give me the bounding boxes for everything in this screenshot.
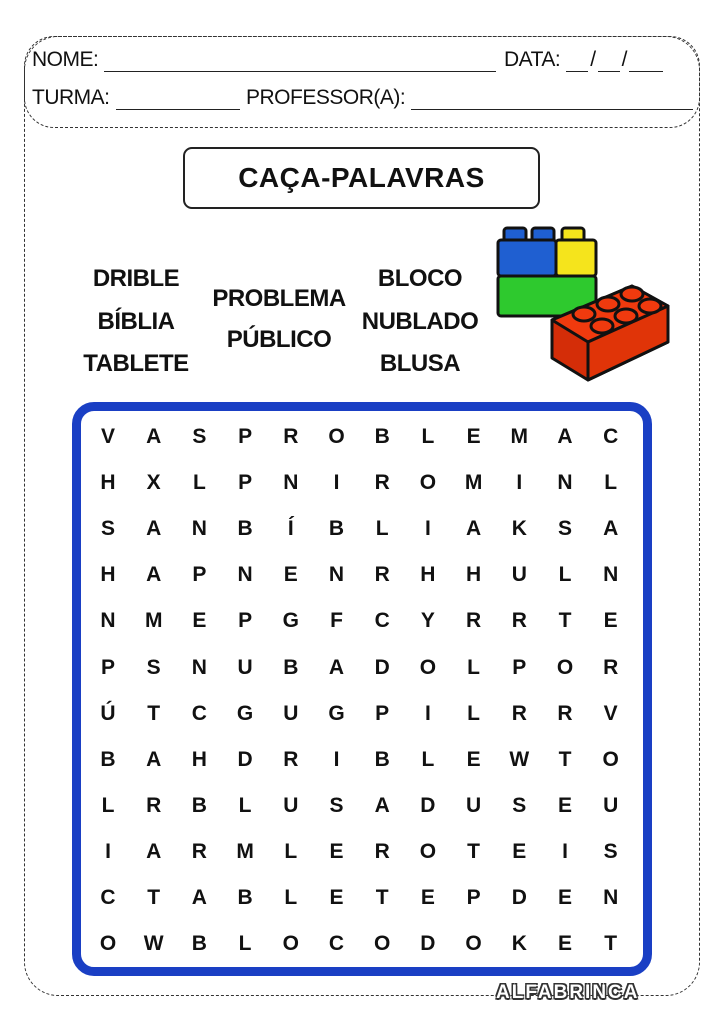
date-year-blank[interactable] xyxy=(629,53,663,72)
name-line xyxy=(32,48,496,72)
grid-cell[interactable]: P xyxy=(466,886,481,909)
grid-cell[interactable]: B xyxy=(191,932,207,956)
page-title: CAÇA-PALAVRAS xyxy=(183,147,540,209)
grid-cell[interactable]: T xyxy=(558,747,572,771)
grid-cell[interactable]: L xyxy=(284,886,298,909)
grid-cell[interactable]: M xyxy=(464,471,483,495)
grid-cell[interactable]: A xyxy=(603,517,619,541)
date-month-blank[interactable] xyxy=(598,53,620,72)
grid-cell[interactable]: D xyxy=(374,655,390,679)
grid-cell[interactable]: B xyxy=(374,747,390,771)
grid-cell[interactable]: R xyxy=(511,701,527,725)
grid-cell[interactable]: E xyxy=(192,609,207,633)
grid-cell[interactable]: L xyxy=(604,471,618,495)
date-day-blank[interactable] xyxy=(566,53,588,72)
grid-cell[interactable]: A xyxy=(146,839,162,863)
grid-cell[interactable]: N xyxy=(283,471,299,495)
grid-cell[interactable]: R xyxy=(191,839,207,863)
word-list-item: DRIBLE xyxy=(92,265,180,292)
grid-cell[interactable]: E xyxy=(603,609,618,633)
grid-cell[interactable]: I xyxy=(333,471,340,495)
grid-cell[interactable]: V xyxy=(100,425,115,448)
grid-cell[interactable]: R xyxy=(374,839,390,863)
grid-cell[interactable]: P xyxy=(192,563,207,587)
grid-cell[interactable]: B xyxy=(374,425,390,448)
name-blank[interactable] xyxy=(104,53,496,72)
grid-cell[interactable]: R xyxy=(511,609,527,633)
grid-cell[interactable]: A xyxy=(191,886,207,909)
grid-cell[interactable]: P xyxy=(238,609,253,633)
date-line: DATA: / / xyxy=(504,48,663,72)
word-list-item: TABLETE xyxy=(83,350,189,377)
grid-cell[interactable]: E xyxy=(557,793,572,817)
grid-cell[interactable]: C xyxy=(191,701,207,725)
grid-cell[interactable]: T xyxy=(147,886,161,909)
grid-cell[interactable]: O xyxy=(419,839,437,863)
grid-cell[interactable]: O xyxy=(99,932,117,956)
grid-cell[interactable]: D xyxy=(237,747,253,771)
grid-cell[interactable]: A xyxy=(146,747,162,771)
grid-cell[interactable]: U xyxy=(283,793,299,817)
grid-cell[interactable]: L xyxy=(375,517,389,541)
grid-cell[interactable]: R xyxy=(283,747,299,771)
grid-cell[interactable]: E xyxy=(329,886,344,909)
grid-cell[interactable]: L xyxy=(284,839,298,863)
grid-cell[interactable]: U xyxy=(466,793,482,817)
grid-cell[interactable]: O xyxy=(465,932,482,956)
word-list-item: BLOCO xyxy=(377,265,463,292)
grid-cell[interactable]: N xyxy=(100,609,116,633)
grid-cell[interactable]: P xyxy=(375,701,390,725)
grid-cell[interactable]: D xyxy=(420,932,436,956)
teacher-blank[interactable] xyxy=(411,91,693,110)
grid-cell[interactable]: U xyxy=(237,655,253,679)
grid-cell[interactable]: L xyxy=(238,793,252,817)
grid-cell[interactable]: B xyxy=(237,886,253,909)
grid-cell[interactable]: N xyxy=(603,563,619,587)
grid-cell[interactable]: A xyxy=(374,793,390,817)
grid-cell[interactable]: T xyxy=(604,932,618,956)
grid-cell[interactable]: N xyxy=(191,655,207,679)
grid-cell[interactable]: I xyxy=(424,517,431,541)
grid-cell[interactable]: B xyxy=(237,517,253,541)
grid-cell[interactable]: D xyxy=(511,886,527,909)
grid-cell[interactable]: L xyxy=(421,425,435,448)
grid-cell[interactable]: O xyxy=(556,655,574,679)
grid-cell[interactable]: Í xyxy=(287,517,294,541)
grid-cell[interactable]: O xyxy=(419,655,437,679)
grid-cell[interactable]: H xyxy=(466,563,482,587)
grid-cell[interactable]: B xyxy=(283,655,299,679)
grid-cell[interactable]: A xyxy=(146,425,162,448)
grid-cell[interactable]: R xyxy=(466,609,482,633)
grid-cell[interactable]: E xyxy=(466,747,481,771)
grid-cell[interactable]: B xyxy=(328,517,345,541)
word-list-item: PÚBLICO xyxy=(226,326,332,353)
grid-cell[interactable]: N xyxy=(328,563,345,587)
grid-cell[interactable]: S xyxy=(192,425,207,448)
grid-cell[interactable]: I xyxy=(105,839,111,863)
grid-cell[interactable]: U xyxy=(283,701,299,725)
grid-cell[interactable]: R xyxy=(557,701,573,725)
grid-cell[interactable]: B xyxy=(191,793,207,817)
grid-cell[interactable]: E xyxy=(557,932,572,956)
grid-cell[interactable]: N xyxy=(557,471,573,495)
grid-cell[interactable]: A xyxy=(466,517,482,541)
grid-cell[interactable]: O xyxy=(374,932,391,956)
grid-cell[interactable]: R xyxy=(374,471,390,495)
grid-cell[interactable]: P xyxy=(238,425,253,448)
grid-cell[interactable]: E xyxy=(512,839,527,863)
grid-cell[interactable]: A xyxy=(146,563,162,587)
grid-cell[interactable]: N xyxy=(603,886,619,909)
grid-cell[interactable]: W xyxy=(143,932,164,956)
grid-cell[interactable]: O xyxy=(328,425,345,448)
grid-cell[interactable]: T xyxy=(467,839,480,863)
grid-cell[interactable]: M xyxy=(510,425,529,448)
word-list-item: BÍBLIA xyxy=(97,308,175,335)
grid-cell[interactable]: K xyxy=(511,932,527,956)
grid-cell[interactable]: Ú xyxy=(100,701,116,725)
date-label: DATA: xyxy=(504,48,561,71)
grid-cell[interactable]: A xyxy=(557,425,573,448)
grid-cell[interactable]: T xyxy=(147,701,161,725)
grid-cell[interactable]: H xyxy=(191,747,207,771)
word-list-item: PROBLEMA xyxy=(212,285,346,312)
grid-cell[interactable]: V xyxy=(603,701,618,725)
word-list-item: NUBLADO xyxy=(361,308,479,335)
grid-cell[interactable]: S xyxy=(557,517,572,541)
grid-cell[interactable]: K xyxy=(511,517,527,541)
grid-cell[interactable]: E xyxy=(420,886,435,909)
grid-cell[interactable]: L xyxy=(238,932,252,956)
class-line xyxy=(32,86,240,110)
grid-cell[interactable]: O xyxy=(282,932,299,956)
grid-cell[interactable]: Y xyxy=(420,609,435,633)
grid-cell[interactable]: R xyxy=(283,425,299,448)
grid-cell[interactable]: S xyxy=(146,655,161,679)
grid-cell[interactable]: O xyxy=(602,747,619,771)
grid-cell[interactable]: S xyxy=(603,839,618,863)
grid-cell[interactable]: P xyxy=(100,655,115,679)
class-blank[interactable] xyxy=(116,91,240,110)
grid-cell[interactable]: E xyxy=(283,563,298,587)
name-label: NOME: xyxy=(32,48,99,71)
grid-cell[interactable]: S xyxy=(329,793,344,817)
grid-cell[interactable]: L xyxy=(558,563,572,587)
grid-cell[interactable]: L xyxy=(467,701,480,725)
grid-cell[interactable]: E xyxy=(557,886,572,909)
teacher-line xyxy=(246,86,693,110)
word-list-item: BLUSA xyxy=(379,350,461,377)
grid-cell[interactable]: C xyxy=(374,609,390,633)
grid-cell[interactable]: R xyxy=(374,563,390,587)
brand-logo: ALFABRINCA xyxy=(496,982,640,1003)
grid-cell[interactable]: T xyxy=(375,886,389,909)
grid-cell[interactable]: A xyxy=(328,655,345,679)
grid-cell[interactable]: I xyxy=(424,701,431,725)
teacher-label: PROFESSOR(A): xyxy=(246,86,406,109)
grid-cell[interactable]: C xyxy=(603,425,619,448)
grid-cell[interactable]: H xyxy=(420,563,436,587)
grid-cell[interactable]: M xyxy=(236,839,254,863)
grid-cell[interactable]: U xyxy=(603,793,619,817)
grid-cell[interactable]: H xyxy=(100,471,116,495)
grid-cell[interactable]: W xyxy=(509,747,530,771)
lego-bricks-illustration xyxy=(492,222,672,387)
grid-cell[interactable]: L xyxy=(192,471,206,495)
grid-cell[interactable]: N xyxy=(191,517,207,541)
grid-cell[interactable]: G xyxy=(328,701,345,725)
grid-cell[interactable]: R xyxy=(603,655,619,679)
grid-cell[interactable]: H xyxy=(100,563,116,587)
grid-cell[interactable]: G xyxy=(282,609,299,633)
grid-cell[interactable]: I xyxy=(516,471,523,495)
grid-cell[interactable]: S xyxy=(100,517,115,541)
class-label: TURMA: xyxy=(32,86,110,109)
grid-cell[interactable]: I xyxy=(562,839,568,863)
grid-cell[interactable]: R xyxy=(146,793,162,817)
grid-cell[interactable]: M xyxy=(144,609,163,633)
grid-cell[interactable]: X xyxy=(146,471,161,495)
grid-cell[interactable]: O xyxy=(419,471,437,495)
grid-cell[interactable]: B xyxy=(100,747,116,771)
grid-cell[interactable]: L xyxy=(421,747,435,771)
grid-cell[interactable]: G xyxy=(236,701,254,725)
grid-cell[interactable]: C xyxy=(328,932,345,956)
grid-cell[interactable]: D xyxy=(420,793,436,817)
grid-cell[interactable]: U xyxy=(511,563,527,587)
grid-cell[interactable]: N xyxy=(237,563,253,587)
grid-cell[interactable]: A xyxy=(146,517,162,541)
grid-cell[interactable]: E xyxy=(466,425,481,448)
grid-cell[interactable]: P xyxy=(238,471,253,495)
grid-cell[interactable]: L xyxy=(101,793,115,817)
grid-cell[interactable]: E xyxy=(329,839,344,863)
grid-cell[interactable]: C xyxy=(100,886,116,909)
grid-cell[interactable]: T xyxy=(558,609,572,633)
grid-cell[interactable]: I xyxy=(333,747,340,771)
grid-cell[interactable]: L xyxy=(467,655,480,679)
grid-cell[interactable]: S xyxy=(512,793,527,817)
grid-cell[interactable]: P xyxy=(512,655,527,679)
grid-cell[interactable]: F xyxy=(330,609,343,633)
